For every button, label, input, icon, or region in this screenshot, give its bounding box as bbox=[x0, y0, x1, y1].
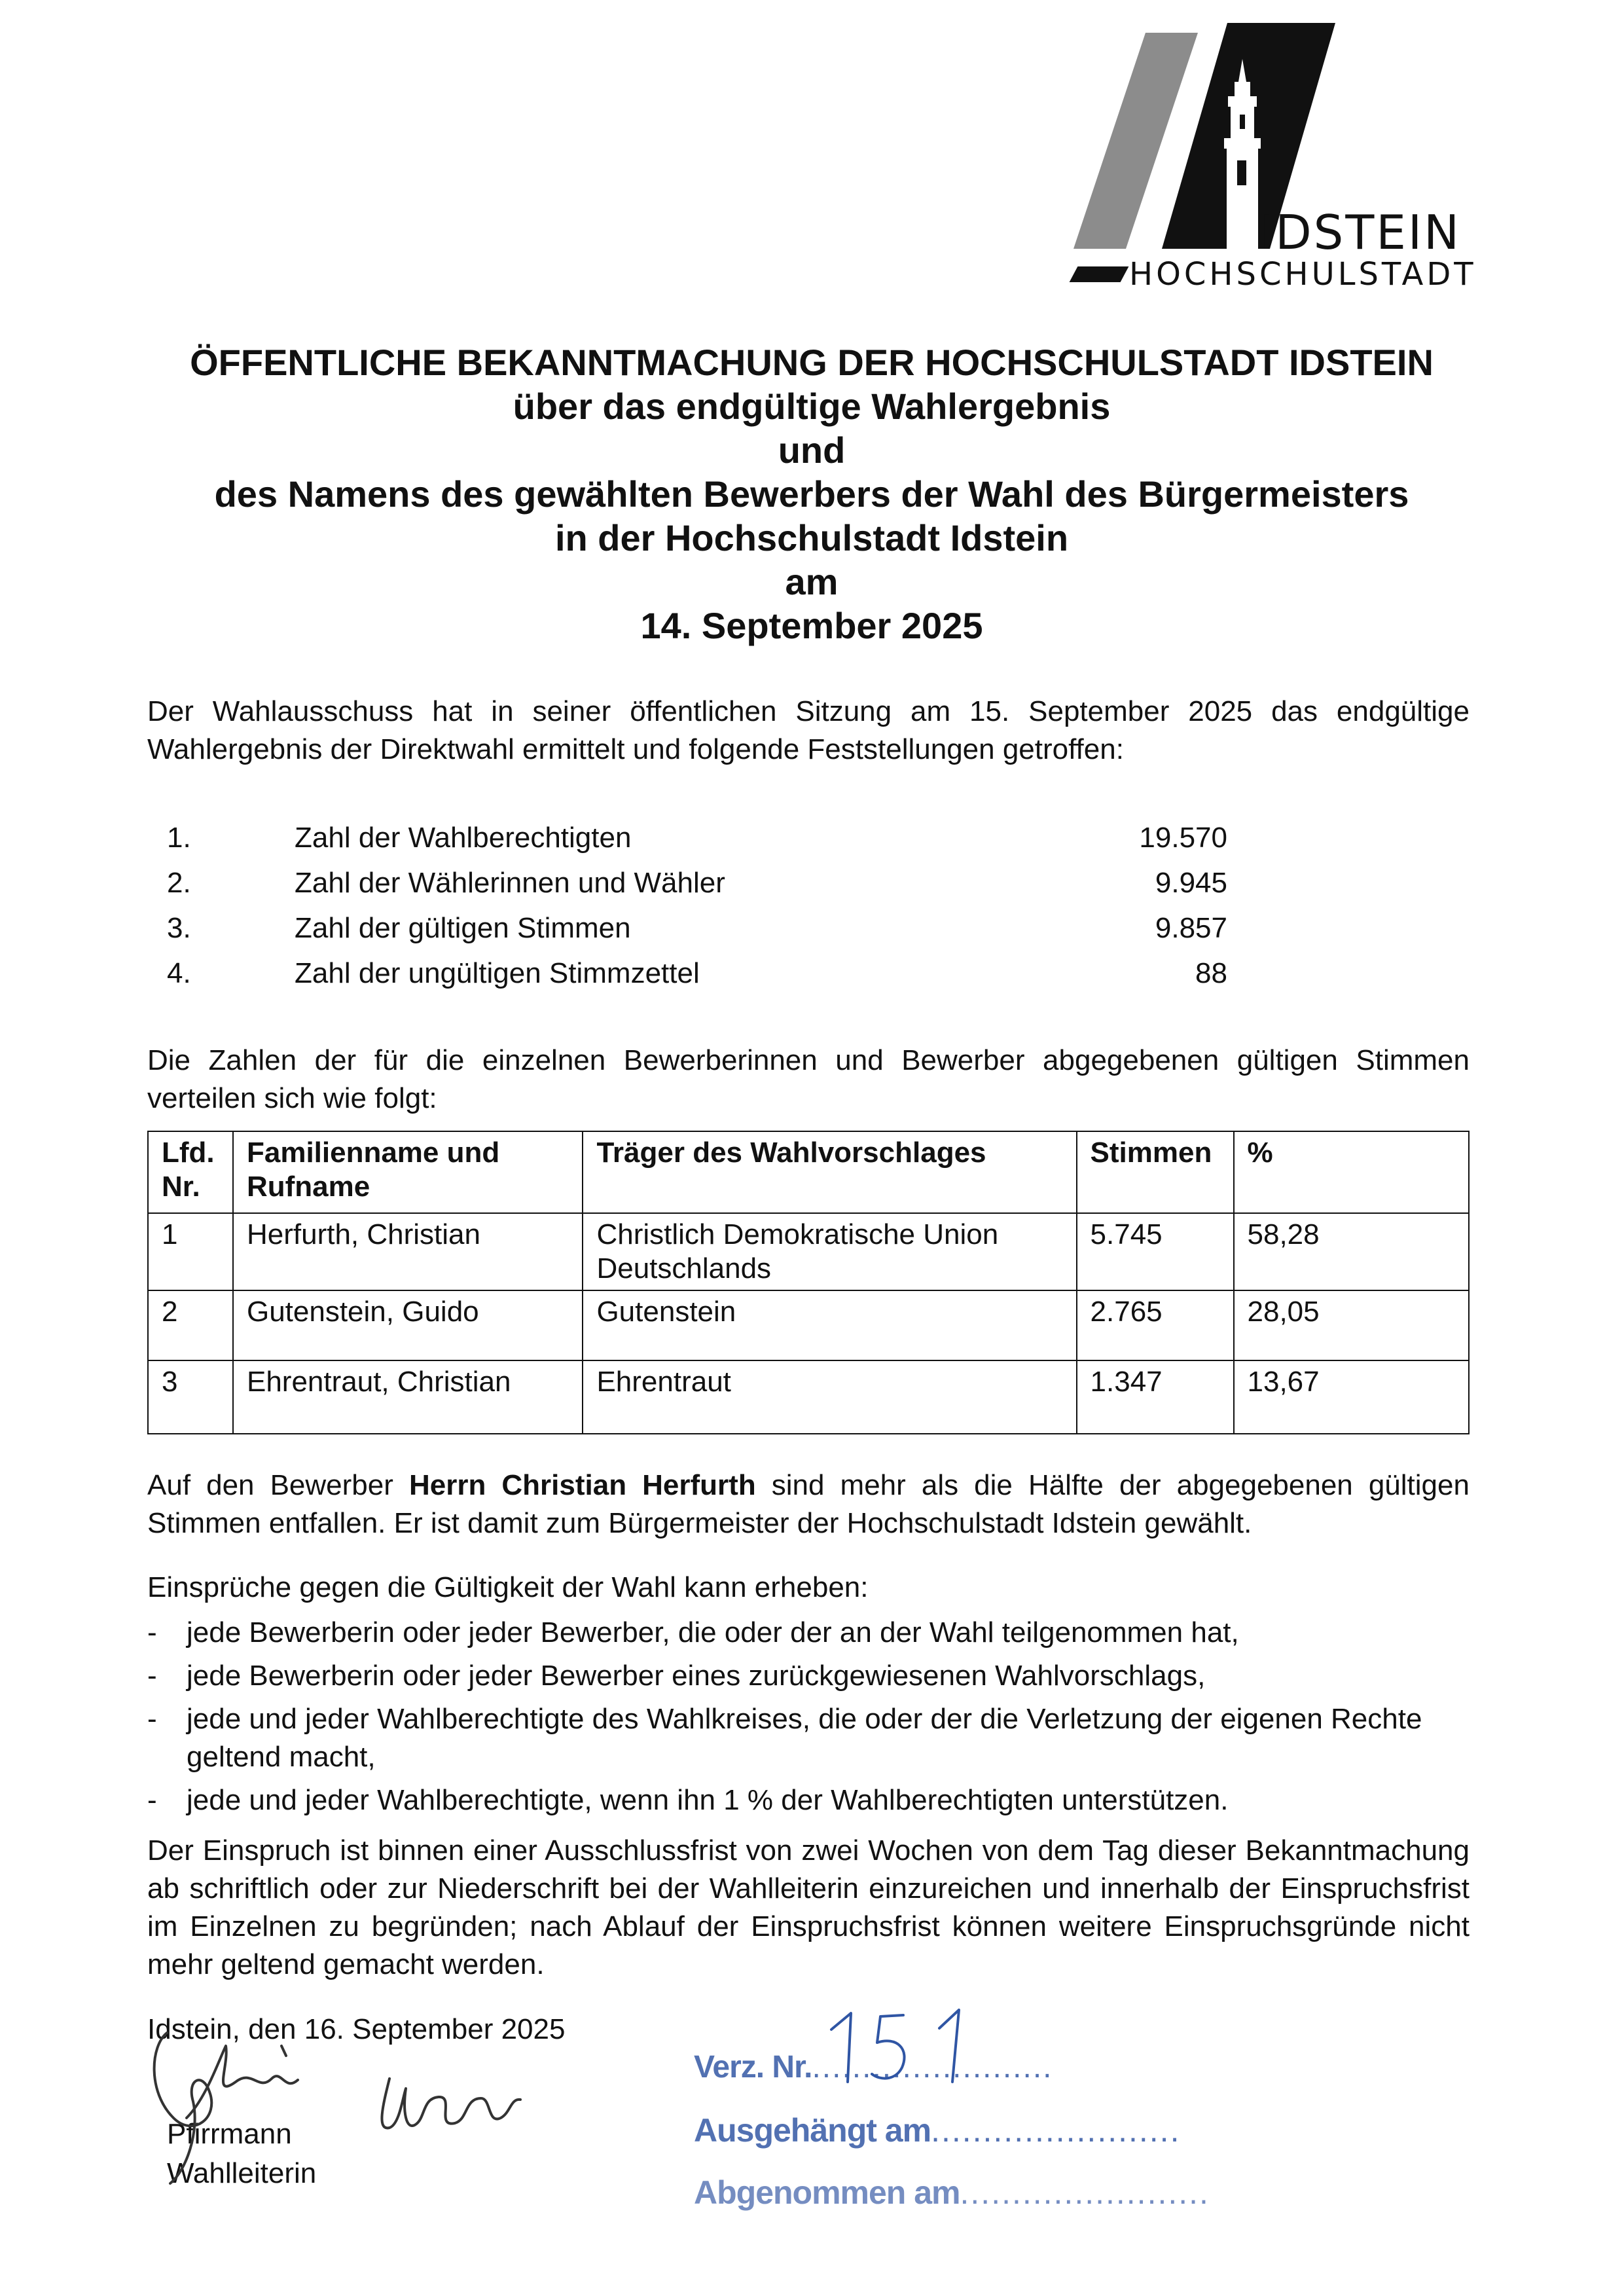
fact-item bbox=[167, 815, 1227, 860]
distribution-intro: Die Zahlen der für die einzelnen Bewerberinnen und Bewerber abgegebenen gültigen Stimmen verteilen sich wie folgt: bbox=[147, 1044, 1470, 1114]
header-percent: % bbox=[1234, 1131, 1469, 1213]
logo-subtitle: HOCHSCHULSTADT bbox=[1129, 256, 1477, 293]
fact-value: 9.857 bbox=[1155, 912, 1227, 944]
handwritten-signature bbox=[147, 2020, 619, 2203]
cell-nr: 3 bbox=[148, 1360, 233, 1434]
signer-role: Wahlleiterin bbox=[167, 2157, 317, 2189]
objection-list bbox=[147, 1614, 1470, 1825]
table-row bbox=[148, 1360, 1469, 1434]
cell-percent: 13,67 bbox=[1234, 1360, 1469, 1434]
table-row bbox=[148, 1213, 1469, 1290]
list-item: - jede und jeder Wahlberechtigte, wenn ihn 1 % der Wahlberechtigten unterstützen. bbox=[147, 1784, 1229, 1816]
header-votes: Stimmen bbox=[1077, 1131, 1234, 1213]
intro-paragraph: Der Wahlausschuss hat in seiner öffentlichen Sitzung am 15. September 2025 das endgültige Wahlergebnis der Direktwahl ermittelt und folgende Feststellungen getroffen: bbox=[147, 695, 1470, 765]
cell-name: Herfurth, Christian bbox=[233, 1213, 583, 1290]
fact-value: 19.570 bbox=[1139, 822, 1227, 854]
header-name: Familienname und Rufname bbox=[233, 1131, 583, 1213]
list-item-text: jede und jeder Wahlberechtigte, wenn ihn 1 % der Wahlberechtigten unterstützen. bbox=[187, 1784, 1229, 1816]
cell-name: Ehrentraut, Christian bbox=[233, 1360, 583, 1434]
fact-label: Zahl der gültigen Stimmen bbox=[295, 912, 631, 944]
table-header-row bbox=[148, 1131, 1469, 1213]
cell-percent: 58,28 bbox=[1234, 1213, 1469, 1290]
fact-number: 3. bbox=[167, 912, 191, 944]
table-row bbox=[148, 1290, 1469, 1360]
title-line: ÖFFENTLICHE BEKANNTMACHUNG DER HOCHSCHULSTADT IDSTEIN bbox=[190, 342, 1434, 383]
result-paragraph bbox=[147, 1467, 1470, 1542]
cell-name: Gutenstein, Guido bbox=[233, 1290, 583, 1360]
cell-votes: 5.745 bbox=[1077, 1213, 1234, 1290]
stamp-posted-label: Ausgehängt am bbox=[694, 2112, 931, 2149]
fact-label: Zahl der ungültigen Stimmzettel bbox=[295, 957, 700, 989]
list-item: - jede Bewerberin oder jeder Bewerber, die oder der an der Wahl teilgenommen hat, bbox=[147, 1616, 1239, 1649]
fact-value: 88 bbox=[1195, 957, 1227, 989]
result-post: sind mehr als die Hälfte der abgegebenen gültigen Stimmen entfallen. Er ist damit zum Bürgermeister der Hochschulstadt Idstein gewählt. bbox=[147, 1469, 1470, 1539]
title-line: des Namens des gewählten Bewerbers der Wahl des Bürgermeisters bbox=[214, 473, 1409, 515]
fact-item bbox=[167, 860, 1227, 905]
title-line: über das endgültige Wahlergebnis bbox=[513, 386, 1111, 427]
stamp-dots: ........................ bbox=[812, 2050, 1053, 2085]
cell-votes: 1.347 bbox=[1077, 1360, 1234, 1434]
header-nr: Lfd. Nr. bbox=[148, 1131, 233, 1213]
stamp-posted-line bbox=[694, 2111, 1180, 2149]
cell-percent: 28,05 bbox=[1234, 1290, 1469, 1360]
list-item: - jede und jeder Wahlberechtigte des Wahlkreises, die oder der die Verletzung der eigenen Rechte geltend macht, bbox=[147, 1703, 1422, 1773]
title-line: in der Hochschulstadt Idstein bbox=[554, 517, 1069, 558]
list-item-text: jede Bewerberin oder jeder Bewerber, die oder der an der Wahl teilgenommen hat, bbox=[187, 1616, 1239, 1649]
result-pre: Auf den Bewerber bbox=[147, 1469, 409, 1501]
stamp-removed-line bbox=[694, 2174, 1210, 2212]
facts-list bbox=[167, 815, 1227, 996]
logo-bar bbox=[1070, 266, 1129, 282]
cell-party: Gutenstein bbox=[583, 1290, 1076, 1360]
fact-number: 4. bbox=[167, 957, 191, 989]
winner-name: Herrn Christian Herfurth bbox=[408, 1469, 756, 1501]
results-table bbox=[147, 1131, 1470, 1434]
idstein-logo bbox=[1074, 23, 1477, 298]
objection-intro: Einsprüche gegen die Gültigkeit der Wahl kann erheben: bbox=[147, 1571, 869, 1603]
header-party: Träger des Wahlvorschlages bbox=[583, 1131, 1076, 1213]
list-item-text: jede und jeder Wahlberechtigte des Wahlkreises, die oder der die Verletzung der eigenen Rechte geltend macht, bbox=[187, 1703, 1422, 1773]
place-and-date: Idstein, den 16. September 2025 bbox=[147, 2013, 566, 2045]
fact-label: Zahl der Wahlberechtigten bbox=[295, 822, 632, 854]
stamp-dots: ........................ bbox=[960, 2174, 1210, 2211]
stamp-removed-label: Abgenommen am bbox=[694, 2174, 960, 2211]
posting-stamp bbox=[694, 2049, 1244, 2219]
list-item: - jede Bewerberin oder jeder Bewerber eines zurückgewiesenen Wahlvorschlags, bbox=[147, 1660, 1206, 1692]
fact-item bbox=[167, 951, 1227, 996]
handwritten-register-number bbox=[825, 2003, 995, 2088]
title-line: und bbox=[778, 429, 846, 471]
fact-number: 1. bbox=[167, 822, 191, 854]
stamp-dots: ........................ bbox=[931, 2112, 1181, 2149]
cell-party: Ehrentraut bbox=[583, 1360, 1076, 1434]
fact-item bbox=[167, 905, 1227, 951]
cell-votes: 2.765 bbox=[1077, 1290, 1234, 1360]
list-item-text: jede Bewerberin oder jeder Bewerber eines zurückgewiesenen Wahlvorschlags, bbox=[187, 1660, 1206, 1692]
signer-name: Pfirrmann bbox=[167, 2118, 292, 2150]
fact-number: 2. bbox=[167, 867, 191, 899]
title-line: am bbox=[785, 561, 839, 602]
logo-city-name: IDSTEIN bbox=[1259, 205, 1461, 260]
title-date: 14. September 2025 bbox=[640, 605, 983, 646]
stamp-register-label: Verz. Nr. bbox=[694, 2050, 812, 2085]
cell-nr: 2 bbox=[148, 1290, 233, 1360]
announcement-title bbox=[131, 340, 1492, 647]
cell-party: Christlich Demokratische Union Deutschlands bbox=[583, 1213, 1076, 1290]
fact-label: Zahl der Wählerinnen und Wähler bbox=[295, 867, 725, 899]
fact-value: 9.945 bbox=[1155, 867, 1227, 899]
cell-nr: 1 bbox=[148, 1213, 233, 1290]
objection-paragraph: Der Einspruch ist binnen einer Ausschlussfrist von zwei Wochen von dem Tag dieser Bekanntmachung ab schriftlich oder zur Niederschrift bei der Wahlleiterin einzureichen und innerhalb der Einspruchsfrist im Einzelnen zu begründen; nach Ablauf der Einspruchsfrist können weitere Einspruchsgründe nicht mehr geltend gemacht werden. bbox=[147, 1834, 1470, 1980]
